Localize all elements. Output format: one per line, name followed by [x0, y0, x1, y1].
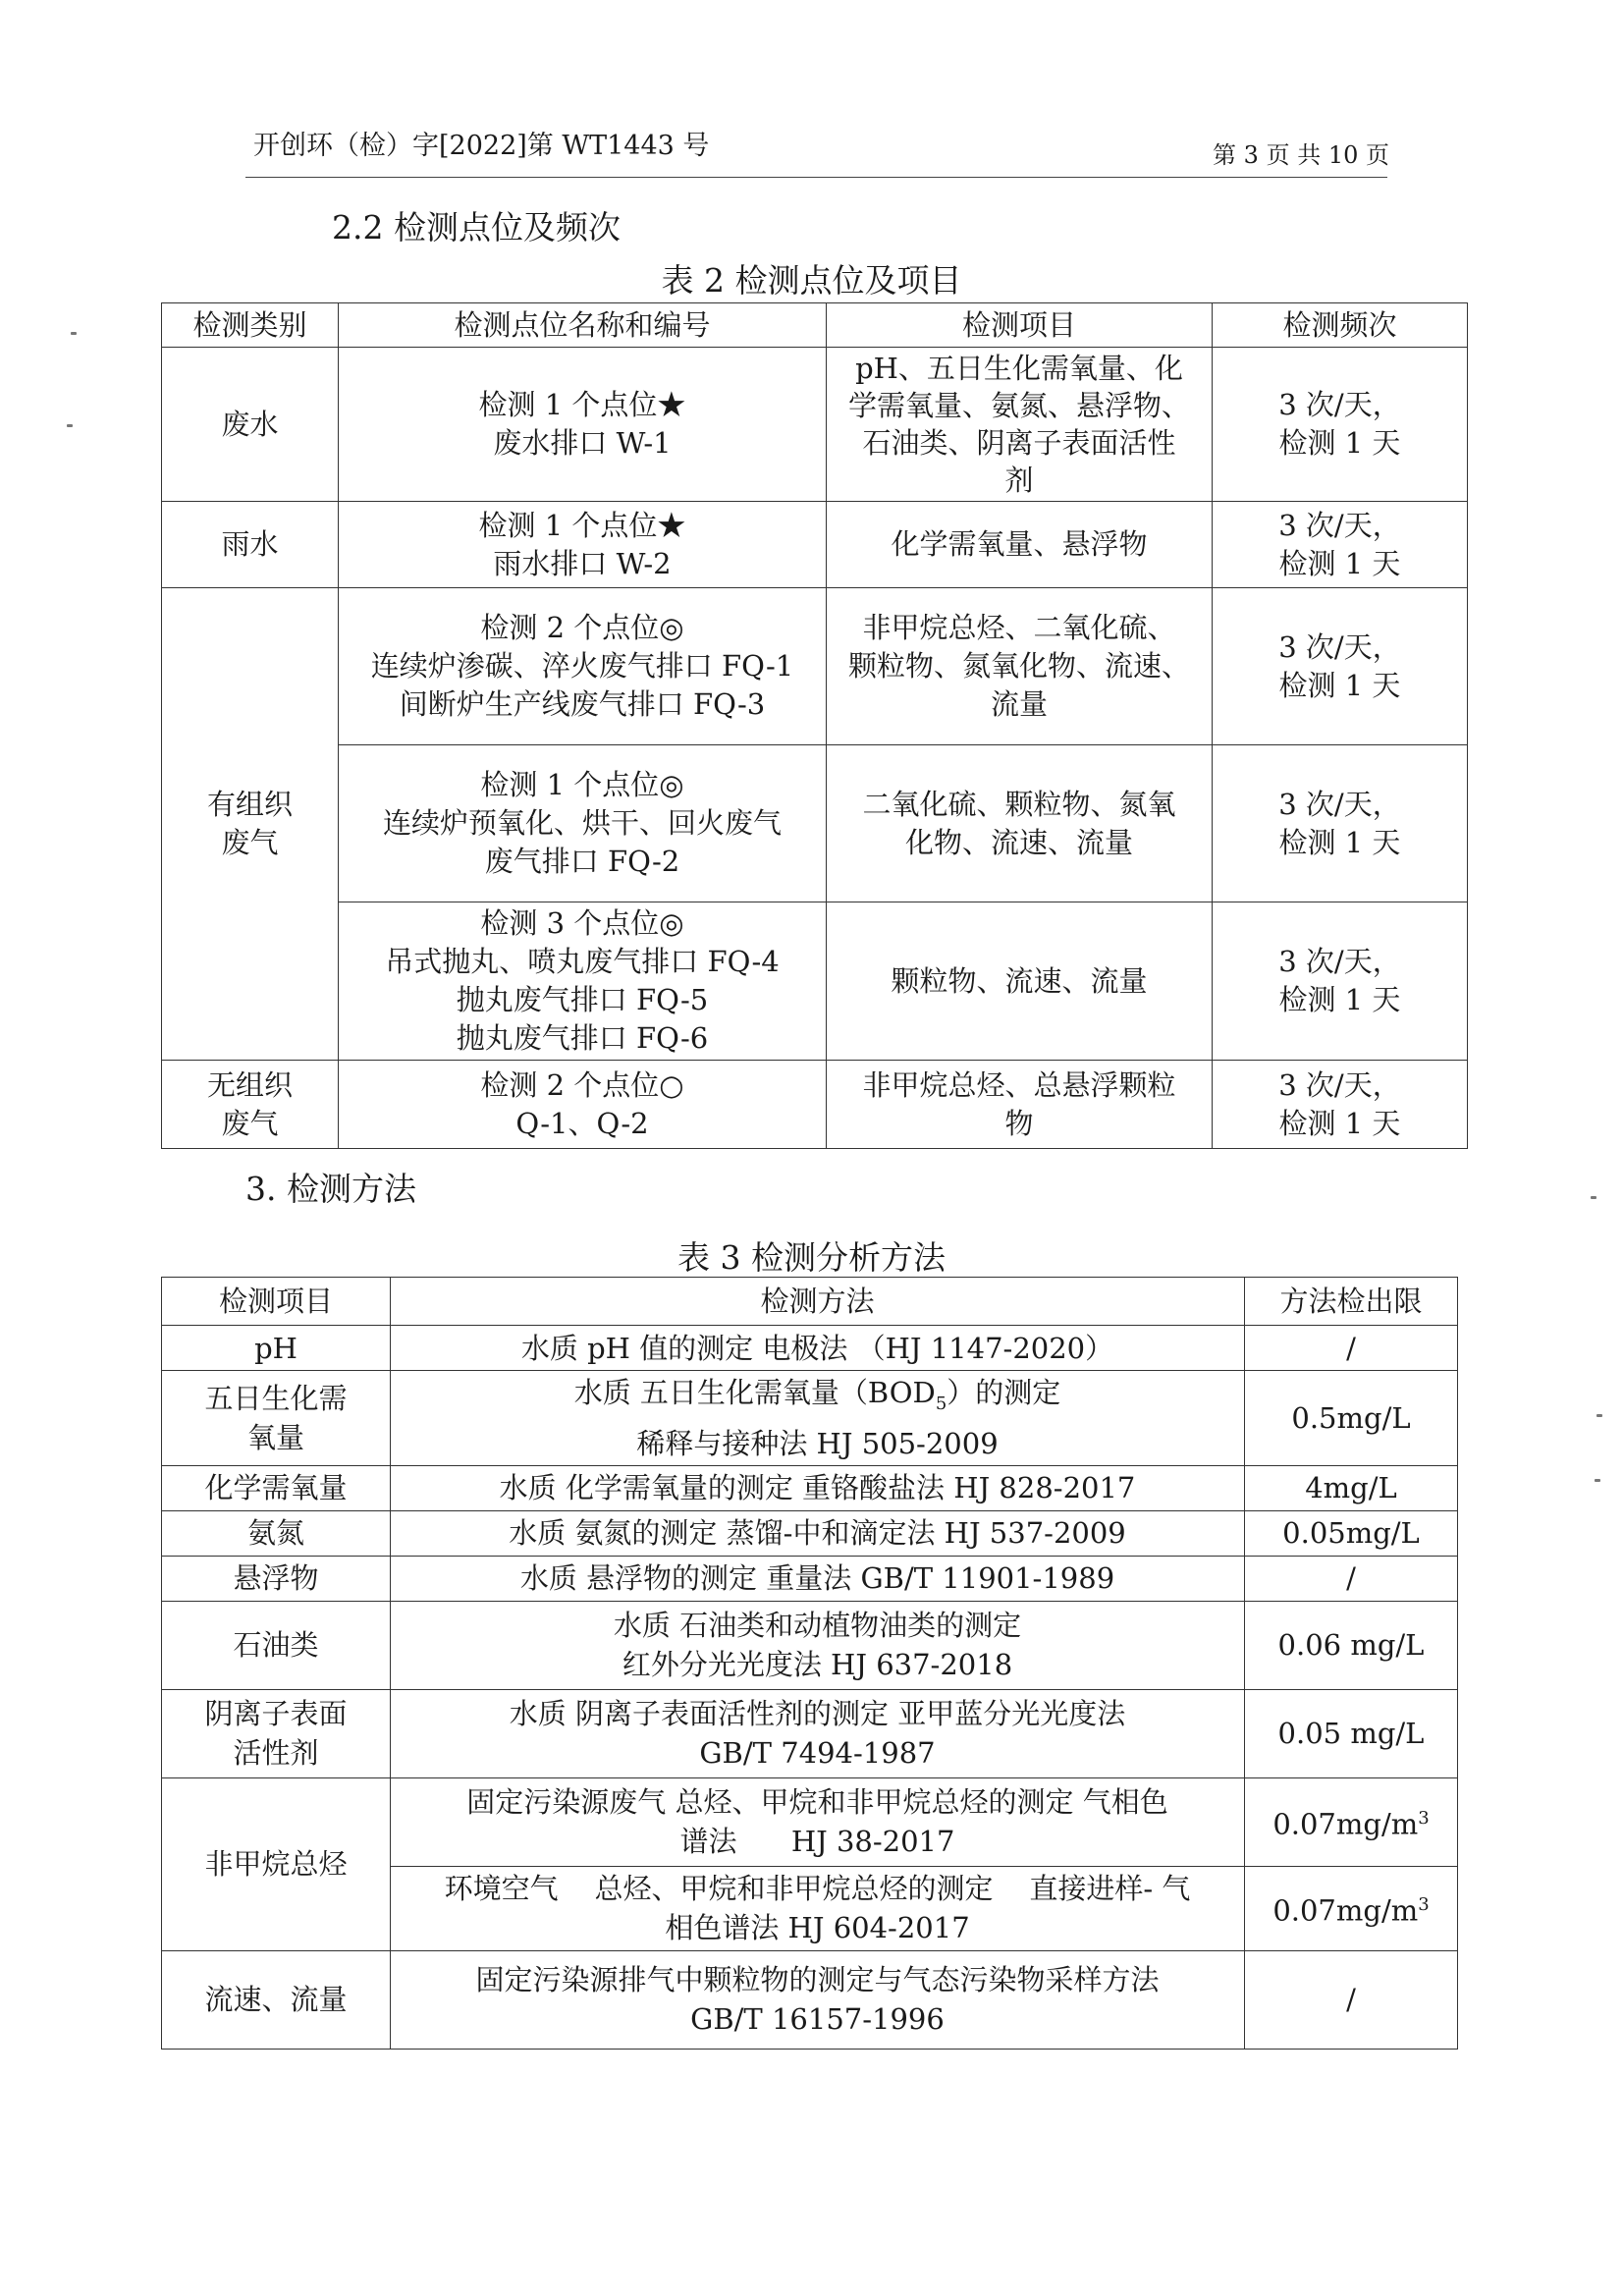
item-text: 五日生化需 [204, 1381, 348, 1415]
limit-cell: / [1245, 1556, 1458, 1601]
frequency-text: 检测 1 天 [1278, 668, 1401, 702]
points-text: 连续炉渗碳、淬火废气排口 FQ-1 [370, 649, 794, 683]
items-text: 化学需氧量、悬浮物 [891, 527, 1148, 561]
category-text: 废气 [221, 826, 279, 859]
frequency-cell [1213, 588, 1468, 745]
method-text: 谱法 HJ 38-2017 [679, 1825, 955, 1859]
items-text: 非甲烷总烃、二氧化硫、 [862, 611, 1176, 644]
method-text: GB/T 7494-1987 [699, 1736, 936, 1771]
method-text-part: 水质 五日生化需氧量（BOD [573, 1376, 936, 1409]
table-row [162, 588, 1468, 745]
scan-speck [1591, 1196, 1596, 1199]
method-cell [391, 1601, 1245, 1689]
limit-cell: 0.05 mg/L [1245, 1689, 1458, 1777]
items-text: 非甲烷总烃、总悬浮颗粒 [862, 1067, 1176, 1102]
item-cell [162, 1689, 391, 1777]
points-cell [339, 502, 827, 588]
points-text: 抛丸废气排口 FQ-6 [456, 1021, 709, 1055]
points-text: 检测 2 个点位○ [480, 1067, 684, 1102]
method-text: 环境空气 总烃、甲烷和非甲烷总烃的测定 直接进样- 气 [444, 1872, 1191, 1906]
category-text: 废水 [221, 407, 279, 441]
points-text: Q-1、Q-2 [515, 1106, 649, 1140]
frequency-text: 检测 1 天 [1278, 1106, 1401, 1140]
points-cell [339, 588, 827, 745]
column-header: 方法检出限 [1245, 1278, 1458, 1326]
items-text: 化物、流速、流量 [904, 825, 1133, 859]
report-number: 开创环（检）字[2022]第 WT1443 号 [253, 131, 710, 161]
item-text: 活性剂 [233, 1736, 319, 1771]
table-row [162, 1465, 1458, 1510]
frequency-text: 3 次/天， [1278, 945, 1401, 978]
column-header: 检测项目 [827, 303, 1213, 348]
item-cell: pH [162, 1326, 391, 1371]
subscript: 5 [935, 1393, 947, 1414]
table-row [162, 348, 1468, 502]
items-cell [827, 588, 1213, 745]
frequency-text: 检测 1 天 [1278, 426, 1401, 460]
analysis-methods-table [161, 1277, 1458, 2050]
header-divider [245, 177, 1387, 178]
frequency-text: 3 次/天， [1278, 629, 1401, 664]
points-text: 间断炉生产线废气排口 FQ-3 [399, 687, 766, 721]
points-cell [339, 348, 827, 502]
item-cell: 化学需氧量 [162, 1465, 391, 1510]
item-cell: 非甲烷总烃 [162, 1777, 391, 1950]
category-cell [162, 1061, 339, 1149]
items-text: 学需氧量、氨氮、悬浮物、 [847, 389, 1190, 422]
item-cell: 悬浮物 [162, 1556, 391, 1601]
limit-cell [1245, 1777, 1458, 1866]
limit-text: 0.07mg/m [1272, 1808, 1419, 1842]
column-header: 检测类别 [162, 303, 339, 348]
limit-cell: 0.05mg/L [1245, 1510, 1458, 1556]
table-header-row [162, 303, 1468, 348]
points-text: 检测 1 个点位★ [478, 508, 686, 542]
table-row [162, 1950, 1458, 2049]
method-text [397, 1373, 1238, 1424]
limit-cell: / [1245, 1950, 1458, 2049]
items-text: 颗粒物、流速、流量 [891, 963, 1148, 998]
method-cell: 水质 氨氮的测定 蒸馏-中和滴定法 HJ 537-2009 [391, 1510, 1245, 1556]
items-text: 石油类、阴离子表面活性 [862, 426, 1176, 460]
points-text: 废水排口 W-1 [493, 426, 672, 460]
points-text: 废气排口 FQ-2 [484, 845, 680, 878]
table-header-row [162, 1278, 1458, 1326]
item-cell: 氨氮 [162, 1510, 391, 1556]
method-text: 水质 石油类和动植物油类的测定 [613, 1609, 1022, 1643]
table-row [162, 745, 1468, 902]
scan-speck [1596, 1414, 1602, 1417]
frequency-cell [1213, 902, 1468, 1061]
points-text: 检测 2 个点位◎ [480, 611, 684, 644]
limit-cell: 0.5mg/L [1245, 1371, 1458, 1466]
limit-text: 0.07mg/m [1272, 1894, 1419, 1929]
frequency-cell [1213, 348, 1468, 502]
page-number: 第 3 页 共 10 页 [1213, 141, 1389, 169]
scan-speck [1595, 1479, 1600, 1482]
section-2-2-title: 2.2 检测点位及频次 [332, 208, 621, 246]
limit-cell: 0.06 mg/L [1245, 1601, 1458, 1689]
items-text: 二氧化硫、颗粒物、氮氧 [862, 787, 1176, 821]
superscript: 3 [1418, 1808, 1430, 1830]
points-cell [339, 1061, 827, 1149]
table-row [162, 1556, 1458, 1601]
category-cell [162, 588, 339, 1061]
category-text: 雨水 [221, 527, 279, 561]
column-header: 检测项目 [162, 1278, 391, 1326]
frequency-cell [1213, 1061, 1468, 1149]
column-header: 检测方法 [391, 1278, 1245, 1326]
frequency-text: 3 次/天， [1278, 787, 1401, 821]
points-text: 抛丸废气排口 FQ-5 [456, 983, 709, 1016]
item-cell: 流速、流量 [162, 1950, 391, 2049]
method-cell [391, 1689, 1245, 1777]
item-text: 阴离子表面 [204, 1697, 348, 1731]
category-cell [162, 348, 339, 502]
method-text-part: ）的测定 [947, 1376, 1061, 1409]
points-text: 检测 3 个点位◎ [480, 906, 684, 940]
limit-cell [1245, 1866, 1458, 1950]
limit-cell: 4mg/L [1245, 1465, 1458, 1510]
frequency-text: 3 次/天， [1278, 1067, 1401, 1102]
item-cell [162, 1371, 391, 1466]
table-row [162, 1326, 1458, 1371]
frequency-cell [1213, 502, 1468, 588]
points-cell [339, 902, 827, 1061]
table-3-caption: 表 3 检测分析方法 [677, 1238, 946, 1277]
method-cell [391, 1777, 1245, 1866]
method-cell: 水质 悬浮物的测定 重量法 GB/T 11901-1989 [391, 1556, 1245, 1601]
column-header: 检测频次 [1213, 303, 1468, 348]
category-text: 废气 [221, 1106, 279, 1140]
points-text: 雨水排口 W-2 [493, 546, 672, 580]
table-row [162, 902, 1468, 1061]
scan-speck [67, 424, 73, 427]
items-text: 颗粒物、氮氧化物、流速、 [847, 649, 1190, 683]
table-row [162, 502, 1468, 588]
method-text: GB/T 16157-1996 [690, 2002, 945, 2037]
table-row [162, 1601, 1458, 1689]
method-cell [391, 1950, 1245, 2049]
method-cell [391, 1866, 1245, 1950]
table-row [162, 1689, 1458, 1777]
category-text: 无组织 [206, 1067, 293, 1102]
frequency-text: 检测 1 天 [1278, 825, 1401, 859]
section-3-title: 3. 检测方法 [245, 1170, 416, 1208]
items-text: 物 [1004, 1106, 1034, 1140]
frequency-text: 3 次/天， [1278, 388, 1401, 421]
scan-speck [71, 332, 77, 335]
table-row [162, 1510, 1458, 1556]
column-header: 检测点位名称和编号 [339, 303, 827, 348]
points-cell [339, 745, 827, 902]
frequency-text: 3 次/天， [1278, 508, 1401, 542]
table-2-caption: 表 2 检测点位及项目 [661, 261, 962, 300]
category-cell [162, 502, 339, 588]
table-row [162, 1777, 1458, 1866]
method-text: 水质 阴离子表面活性剂的测定 亚甲蓝分光光度法 [509, 1697, 1126, 1731]
items-cell [827, 502, 1213, 588]
table-row [162, 1061, 1468, 1149]
limit-cell: / [1245, 1326, 1458, 1371]
frequency-text: 检测 1 天 [1278, 983, 1401, 1016]
monitoring-points-table [161, 302, 1468, 1149]
item-text: 氧量 [246, 1420, 304, 1454]
method-cell [391, 1371, 1245, 1466]
method-text: 固定污染源废气 总烃、甲烷和非甲烷总烃的测定 气相色 [466, 1785, 1168, 1820]
superscript: 3 [1418, 1894, 1430, 1916]
method-cell: 水质 化学需氧量的测定 重铬酸盐法 HJ 828-2017 [391, 1465, 1245, 1510]
method-text: 红外分光光度法 HJ 637-2018 [622, 1648, 1013, 1682]
frequency-text: 检测 1 天 [1278, 546, 1401, 580]
points-text: 连续炉预氧化、烘干、回火废气 [382, 806, 782, 840]
items-text: 剂 [1004, 464, 1034, 497]
frequency-cell [1213, 745, 1468, 902]
method-text: 相色谱法 HJ 604-2017 [665, 1911, 970, 1945]
points-text: 检测 1 个点位★ [478, 388, 686, 421]
points-text: 检测 1 个点位◎ [480, 768, 684, 801]
method-cell: 水质 pH 值的测定 电极法 （HJ 1147-2020） [391, 1326, 1245, 1371]
items-cell [827, 1061, 1213, 1149]
points-text: 吊式抛丸、喷丸废气排口 FQ-4 [385, 945, 780, 978]
method-text: 固定污染源排气中颗粒物的测定与气态污染物采样方法 [475, 1963, 1160, 1997]
method-text: 稀释与接种法 HJ 505-2009 [636, 1426, 999, 1460]
items-text: pH、五日生化需氧量、化 [855, 352, 1183, 385]
items-text: 流量 [990, 687, 1048, 721]
item-cell: 石油类 [162, 1601, 391, 1689]
category-text: 有组织 [206, 788, 293, 821]
items-cell [827, 745, 1213, 902]
items-cell [827, 902, 1213, 1061]
table-row [162, 1371, 1458, 1466]
items-cell [827, 348, 1213, 502]
